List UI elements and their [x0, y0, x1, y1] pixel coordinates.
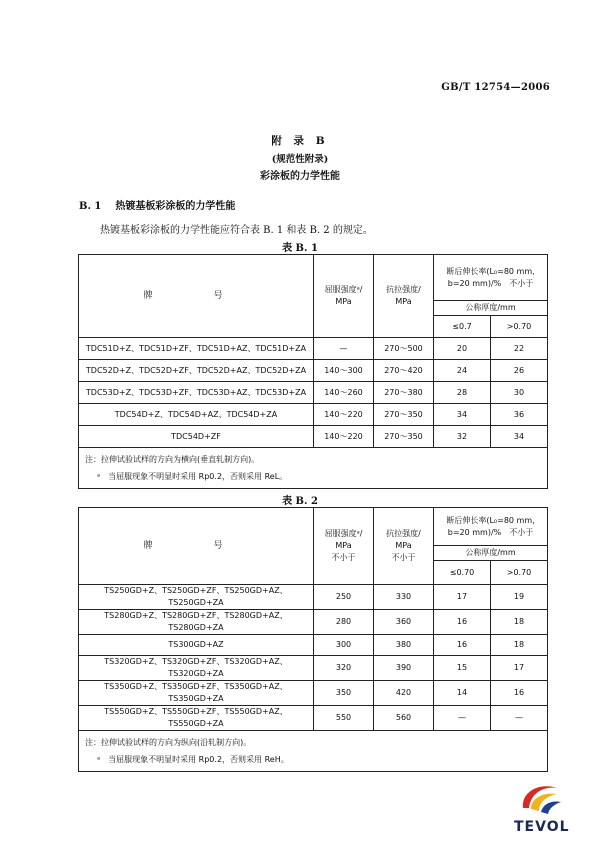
cell-e2: 17 — [491, 656, 548, 681]
cell-tensile: 270～350 — [374, 404, 434, 426]
cell-yield: 140～300 — [314, 360, 374, 382]
cell-yield: — — [314, 338, 374, 360]
thickness-col-1: ≤0.7 — [434, 316, 491, 338]
cell-yield: 140～220 — [314, 404, 374, 426]
cell-tensile: 360 — [374, 610, 434, 635]
cell-e1: 17 — [434, 585, 491, 610]
thickness-col-1: ≤0.70 — [434, 561, 491, 585]
cell-e1: 28 — [434, 382, 491, 404]
cell-brand: TDC51D+Z、TDC51D+ZF、TDC51D+AZ、TDC51D+ZA — [79, 338, 314, 360]
table-row — [79, 585, 548, 610]
cell-tensile: 420 — [374, 681, 434, 706]
cell-e1: 14 — [434, 681, 491, 706]
yield-header: 屈服强度ᵃ/ MPa — [314, 255, 374, 338]
section-heading — [79, 197, 235, 212]
cell-brand: TS300GD+AZ — [79, 635, 314, 656]
table-row — [79, 382, 548, 404]
thickness-col-2: >0.70 — [491, 561, 548, 585]
tensile-header: 抗拉强度/ MPa — [374, 255, 434, 338]
table2-note: 注：拉伸试验试样的方向为纵向(沿轧制方向)。 — [85, 738, 252, 747]
cell-e1: 34 — [434, 404, 491, 426]
cell-e2: 22 — [491, 338, 548, 360]
table2-footnote: ᵃ 当屈服现象不明显时采用 Rp0.2，否则采用 ReH。 — [97, 755, 289, 764]
table-row — [79, 404, 548, 426]
cell-yield: 280 — [314, 610, 374, 635]
cell-tensile: 560 — [374, 706, 434, 731]
section-number: B. 1 — [79, 201, 102, 212]
table-row — [79, 610, 548, 635]
table1-notes — [79, 448, 548, 489]
thickness-header: 公称厚度/mm — [434, 546, 548, 561]
cell-e1: 20 — [434, 338, 491, 360]
cell-tensile: 380 — [374, 635, 434, 656]
cell-brand: TDC52D+Z、TDC52D+ZF、TDC52D+AZ、TDC52D+ZA — [79, 360, 314, 382]
cell-e2: 26 — [491, 360, 548, 382]
table1-footnote: ᵃ 当屈服现象不明显时采用 Rp0.2，否则采用 ReL。 — [97, 472, 288, 481]
table-row — [79, 426, 548, 448]
cell-yield: 320 — [314, 656, 374, 681]
cell-brand: TDC54D+Z、TDC54D+AZ、TDC54D+ZA — [79, 404, 314, 426]
table-row — [79, 360, 548, 382]
annex-name: 彩涂板的力学性能 — [260, 171, 340, 182]
table-row — [79, 706, 548, 731]
tevol-logo-icon — [517, 778, 567, 818]
annex-type: (规范性附录) — [271, 154, 329, 165]
cell-brand: TDC54D+ZF — [79, 426, 314, 448]
cell-yield: 250 — [314, 585, 374, 610]
brand-header: 牌 号 — [79, 508, 314, 585]
cell-brand: TS320GD+Z、TS320GD+ZF、TS320GD+AZ、TS320GD+ZA — [79, 656, 314, 681]
section-paragraph: 热镀基板彩涂板的力学性能应符合表 B. 1 和表 B. 2 的规定。 — [100, 225, 373, 236]
cell-tensile: 390 — [374, 656, 434, 681]
cell-tensile: 270～350 — [374, 426, 434, 448]
cell-e1: 24 — [434, 360, 491, 382]
table-row — [79, 656, 548, 681]
cell-e1: — — [434, 706, 491, 731]
table-row — [79, 681, 548, 706]
logo-text: TEVOL — [514, 819, 570, 835]
cell-brand: TS250GD+Z、TS250GD+ZF、TS250GD+AZ、TS250GD+ZA — [79, 585, 314, 610]
standard-number: GB/T 12754—2006 — [441, 82, 550, 93]
cell-e2: 16 — [491, 681, 548, 706]
cell-yield: 140～260 — [314, 382, 374, 404]
yield-header: 屈服强度ᵃ/ MPa 不小于 — [314, 508, 374, 585]
elongation-header: 断后伸长率(L₀=80 mm, b=20 mm)/% 不小于 — [434, 255, 548, 301]
cell-tensile: 330 — [374, 585, 434, 610]
annex-title: 附 录 B — [271, 135, 329, 147]
cell-tensile: 270～380 — [374, 382, 434, 404]
cell-yield: 140～220 — [314, 426, 374, 448]
cell-e2: — — [491, 706, 548, 731]
cell-tensile: 270～500 — [374, 338, 434, 360]
cell-yield: 350 — [314, 681, 374, 706]
table1-caption: 表 B. 1 — [282, 243, 318, 254]
thickness-header: 公称厚度/mm — [434, 301, 548, 316]
cell-e2: 18 — [491, 635, 548, 656]
cell-e1: 32 — [434, 426, 491, 448]
cell-brand: TS280GD+Z、TS280GD+ZF、TS280GD+AZ、TS280GD+ZA — [79, 610, 314, 635]
cell-e2: 30 — [491, 382, 548, 404]
cell-e2: 19 — [491, 585, 548, 610]
table-row — [79, 338, 548, 360]
cell-yield: 550 — [314, 706, 374, 731]
table-b1 — [78, 254, 548, 489]
section-title: 热镀基板彩涂板的力学性能 — [115, 201, 236, 212]
table1-note: 注：拉伸试验试样的方向为横向(垂直轧制方向)。 — [85, 455, 260, 464]
cell-e1: 15 — [434, 656, 491, 681]
cell-brand: TS350GD+Z、TS350GD+ZF、TS350GD+AZ、TS350GD+ZA — [79, 681, 314, 706]
cell-yield: 300 — [314, 635, 374, 656]
thickness-col-2: >0.70 — [491, 316, 548, 338]
cell-e2: 18 — [491, 610, 548, 635]
cell-brand: TS550GD+Z、TS550GD+ZF、TS550GD+AZ、TS550GD+ZA — [79, 706, 314, 731]
cell-brand: TDC53D+Z、TDC53D+ZF、TDC53D+AZ、TDC53D+ZA — [79, 382, 314, 404]
tensile-header: 抗拉强度/ MPa 不小于 — [374, 508, 434, 585]
table2-notes — [79, 731, 548, 772]
table-row — [79, 635, 548, 656]
cell-e1: 16 — [434, 610, 491, 635]
brand-header: 牌 号 — [79, 255, 314, 338]
cell-e2: 36 — [491, 404, 548, 426]
table2-caption: 表 B. 2 — [282, 496, 318, 507]
cell-e2: 34 — [491, 426, 548, 448]
elongation-header: 断后伸长率(L₀=80 mm, b=20 mm)/% 不小于 — [434, 508, 548, 546]
table-b2 — [78, 507, 548, 772]
cell-tensile: 270～420 — [374, 360, 434, 382]
cell-e1: 16 — [434, 635, 491, 656]
